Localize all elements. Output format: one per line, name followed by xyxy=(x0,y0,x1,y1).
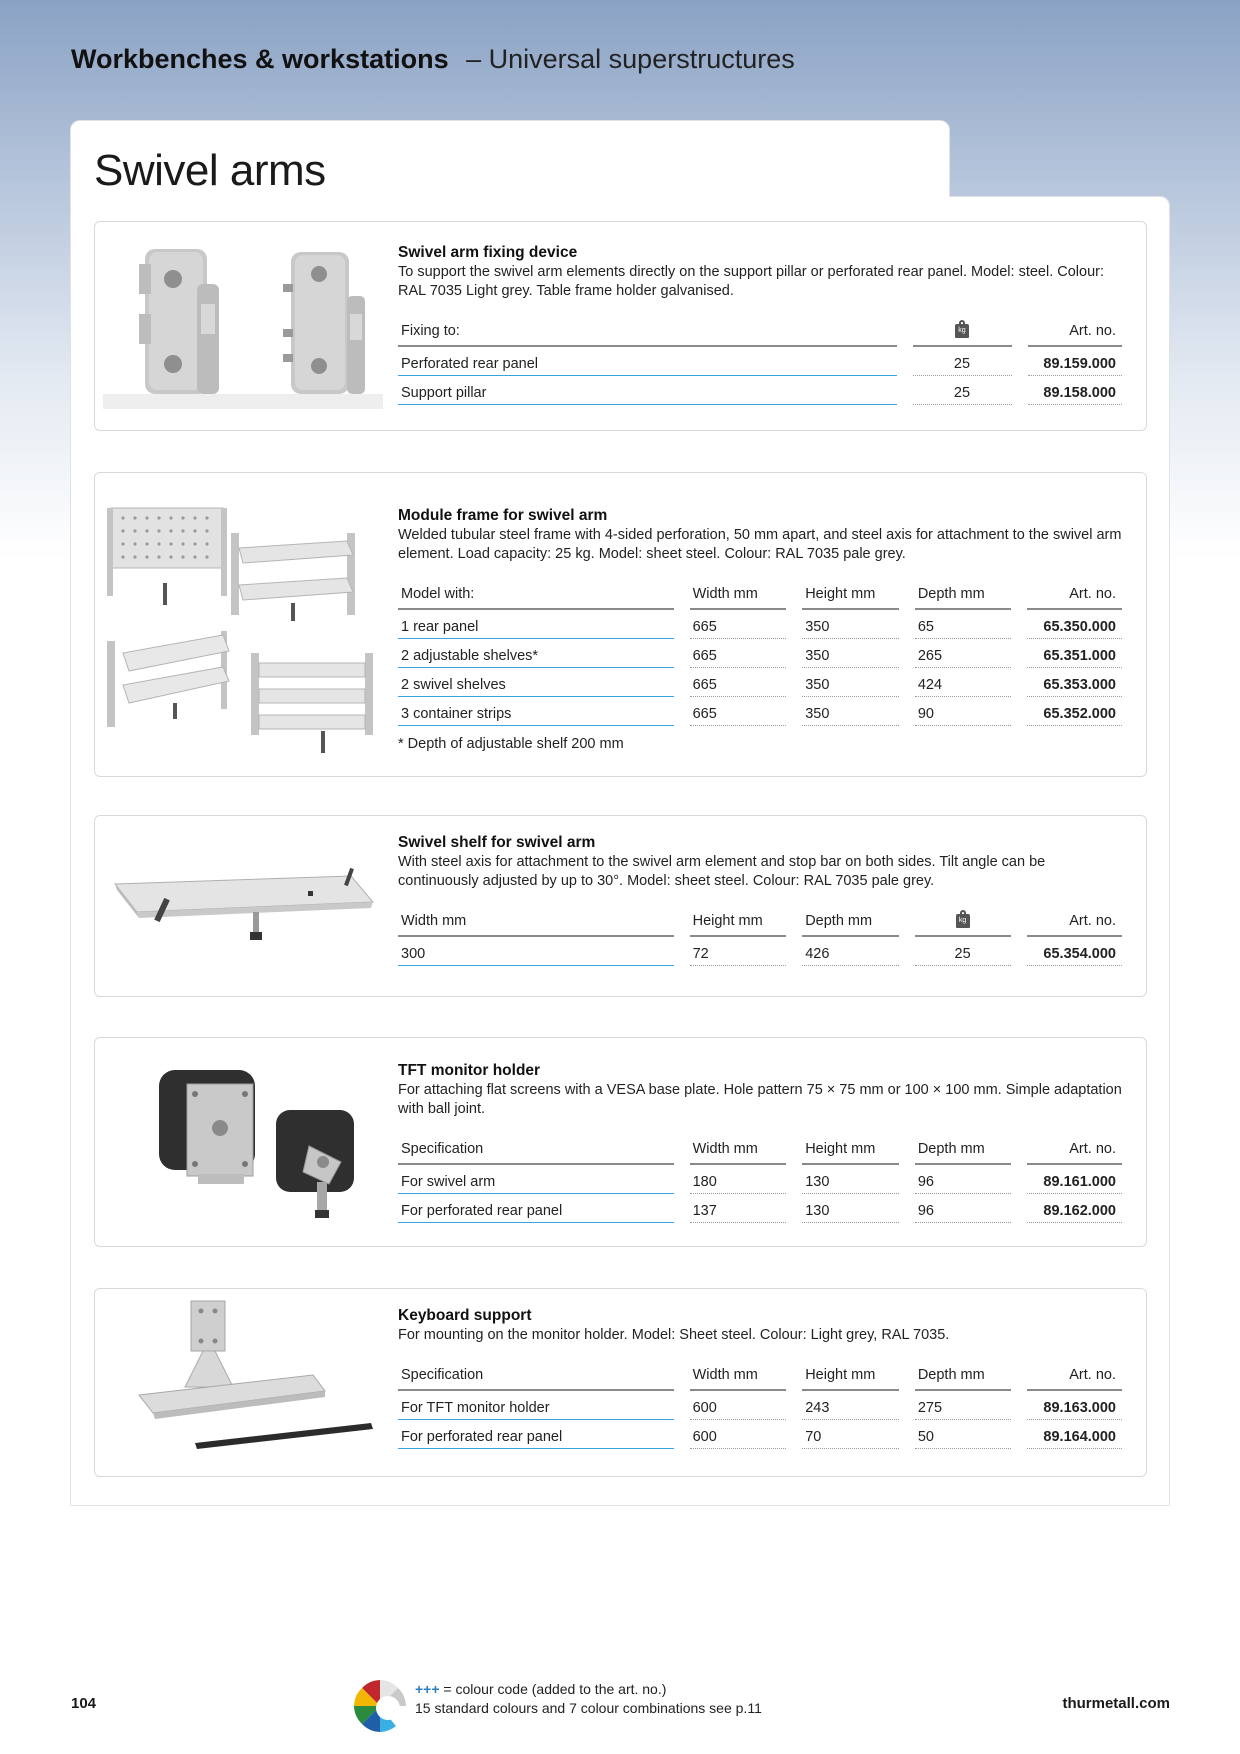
col-header-height: Height mm xyxy=(802,1137,899,1165)
col-header-height: Height mm xyxy=(802,582,899,610)
col-header-fixing: Fixing to: xyxy=(398,319,897,347)
colour-code-legend-text xyxy=(415,1680,762,1718)
cell-specification: For perforated rear panel xyxy=(398,1194,674,1223)
cell-model: 3 container strips xyxy=(398,697,674,726)
col-header-art-no: Art. no. xyxy=(1027,1137,1122,1165)
weight-icon: kg xyxy=(955,324,969,338)
product-description: For attaching flat screens with a VESA base plate. Hole pattern 75 × 75 mm or 100 × 100 mm. Simple adaptation with ball joint. xyxy=(398,1082,1122,1117)
product-description: Welded tubular steel frame with 4-sided perforation, 50 mm apart, and steel axis for attachment to the swivel arm element. Load capacity: 25 kg. Model: sheet steel. Colour: RAL 7035 pale grey. xyxy=(398,527,1122,562)
cell-weight: 25 xyxy=(913,347,1012,376)
table-row xyxy=(398,639,1122,668)
col-header-depth: Depth mm xyxy=(915,1363,1012,1391)
col-header-specification: Specification xyxy=(398,1363,674,1391)
cell-width: 600 xyxy=(690,1391,787,1420)
cell-art-no: 89.158.000 xyxy=(1028,376,1122,405)
product-card-module-frame xyxy=(94,472,1147,777)
cell-height: 350 xyxy=(802,668,899,697)
cell-depth: 275 xyxy=(915,1391,1012,1420)
table-header-row xyxy=(398,1363,1122,1391)
col-header-width: Width mm xyxy=(690,1137,787,1165)
cell-art-no: 89.161.000 xyxy=(1027,1165,1122,1194)
col-header-height: Height mm xyxy=(690,909,787,937)
product-title: Keyboard support xyxy=(398,1307,532,1324)
col-header-specification: Specification xyxy=(398,1137,674,1165)
cell-height: 243 xyxy=(802,1391,899,1420)
cell-depth: 265 xyxy=(915,639,1012,668)
spec-table-fixing-device xyxy=(398,319,1122,405)
footnote: * Depth of adjustable shelf 200 mm xyxy=(398,736,624,752)
colour-wheel-icon xyxy=(352,1678,408,1734)
cell-art-no: 89.159.000 xyxy=(1028,347,1122,376)
cell-height: 350 xyxy=(802,697,899,726)
col-header-model: Model with: xyxy=(398,582,674,610)
cell-width: 665 xyxy=(690,610,787,639)
colour-code-legend xyxy=(352,1678,762,1739)
table-row xyxy=(398,668,1122,697)
product-card-keyboard-support xyxy=(94,1288,1147,1477)
cell-depth: 50 xyxy=(915,1420,1012,1449)
cell-art-no: 89.162.000 xyxy=(1027,1194,1122,1223)
cell-fixing: Perforated rear panel xyxy=(398,347,897,376)
cell-height: 350 xyxy=(802,610,899,639)
cell-weight: 25 xyxy=(913,376,1012,405)
table-row xyxy=(398,697,1122,726)
cell-model: 1 rear panel xyxy=(398,610,674,639)
cell-art-no: 89.164.000 xyxy=(1027,1420,1122,1449)
cell-art-no: 65.352.000 xyxy=(1027,697,1122,726)
cell-model: 2 adjustable shelves* xyxy=(398,639,674,668)
cell-specification: For TFT monitor holder xyxy=(398,1391,674,1420)
table-row xyxy=(398,610,1122,639)
cell-model: 2 swivel shelves xyxy=(398,668,674,697)
product-title: Module frame for swivel arm xyxy=(398,507,608,524)
page-header xyxy=(71,44,795,75)
cell-width: 665 xyxy=(690,668,787,697)
spec-table-tft-holder xyxy=(398,1137,1122,1223)
cell-width: 665 xyxy=(690,697,787,726)
product-content-fixing-device xyxy=(398,243,1122,405)
table-row xyxy=(398,937,1122,966)
product-content-keyboard-support xyxy=(398,1306,1122,1449)
col-header-weight xyxy=(915,909,1012,937)
col-header-width: Width mm xyxy=(398,909,674,937)
cell-height: 70 xyxy=(802,1420,899,1449)
col-header-depth: Depth mm xyxy=(915,582,1012,610)
page-number: 104 xyxy=(71,1695,97,1712)
col-header-weight xyxy=(913,319,1012,347)
cell-specification: For swivel arm xyxy=(398,1165,674,1194)
cell-fixing: Support pillar xyxy=(398,376,897,405)
col-header-depth: Depth mm xyxy=(915,1137,1012,1165)
product-description: To support the swivel arm elements directly on the support pillar or perforated rear panel. Model: steel. Colour: RAL 7035 Light grey. Table frame holder galvanised. xyxy=(398,264,1105,299)
product-image-fixing-device xyxy=(103,244,383,409)
cell-depth: 96 xyxy=(915,1194,1012,1223)
product-card-fixing-device xyxy=(94,221,1147,431)
col-header-width: Width mm xyxy=(690,1363,787,1391)
cell-width: 300 xyxy=(398,937,674,966)
table-row xyxy=(398,376,1122,405)
colour-code-line-1: = colour code (added to the art. no.) xyxy=(439,1681,667,1697)
cell-art-no: 65.354.000 xyxy=(1027,937,1122,966)
cell-depth: 96 xyxy=(915,1165,1012,1194)
product-card-swivel-shelf xyxy=(94,815,1147,997)
cell-height: 130 xyxy=(802,1165,899,1194)
product-image-module-frame xyxy=(103,503,383,763)
product-image-swivel-shelf xyxy=(103,866,383,966)
product-description: For mounting on the monitor holder. Model: Sheet steel. Colour: Light grey, RAL 7035. xyxy=(398,1327,950,1343)
cell-depth: 424 xyxy=(915,668,1012,697)
cell-height: 350 xyxy=(802,639,899,668)
table-header-row xyxy=(398,909,1122,937)
product-title: TFT monitor holder xyxy=(398,1062,541,1079)
cell-art-no: 65.353.000 xyxy=(1027,668,1122,697)
website-link[interactable]: thurmetall.com xyxy=(1062,1695,1170,1712)
cell-art-no: 65.350.000 xyxy=(1027,610,1122,639)
table-row xyxy=(398,1420,1122,1449)
spec-table-keyboard-support xyxy=(398,1363,1122,1449)
table-header-row xyxy=(398,319,1122,347)
col-header-art-no: Art. no. xyxy=(1027,582,1122,610)
product-description: With steel axis for attachment to the swivel arm element and stop bar on both sides. Tilt angle can be continuously adjusted by up to 30°. Model: sheet steel. Colour: RAL 7035 pale grey. xyxy=(398,854,1046,889)
cell-art-no: 89.163.000 xyxy=(1027,1391,1122,1420)
col-header-depth: Depth mm xyxy=(802,909,899,937)
page-header-main: Workbenches & workstations xyxy=(71,44,449,74)
weight-icon: kg xyxy=(956,914,970,928)
table-header-row xyxy=(398,582,1122,610)
product-content-module-frame xyxy=(398,506,1122,752)
table-row xyxy=(398,1165,1122,1194)
cell-width: 600 xyxy=(690,1420,787,1449)
colour-code-line-2: 15 standard colours and 7 colour combinations see p.11 xyxy=(415,1700,762,1716)
table-row xyxy=(398,347,1122,376)
product-image-tft-holder xyxy=(103,1066,383,1231)
product-content-tft-holder xyxy=(398,1061,1122,1223)
cell-specification: For perforated rear panel xyxy=(398,1420,674,1449)
cell-height: 72 xyxy=(690,937,787,966)
product-title: Swivel shelf for swivel arm xyxy=(398,834,596,851)
product-image-keyboard-support xyxy=(103,1297,383,1462)
col-header-art-no: Art. no. xyxy=(1027,1363,1122,1391)
section-title: Swivel arms xyxy=(94,146,326,195)
cell-weight: 25 xyxy=(915,937,1012,966)
cell-width: 180 xyxy=(690,1165,787,1194)
table-row xyxy=(398,1194,1122,1223)
product-content-swivel-shelf xyxy=(398,833,1122,966)
col-header-height: Height mm xyxy=(802,1363,899,1391)
page-header-sub: – Universal superstructures xyxy=(466,44,795,74)
cell-depth: 65 xyxy=(915,610,1012,639)
spec-table-module-frame xyxy=(398,582,1122,726)
product-title: Swivel arm fixing device xyxy=(398,244,578,261)
col-header-width: Width mm xyxy=(690,582,787,610)
spec-table-swivel-shelf xyxy=(398,909,1122,966)
col-header-art-no: Art. no. xyxy=(1027,909,1122,937)
cell-depth: 90 xyxy=(915,697,1012,726)
product-card-tft-holder xyxy=(94,1037,1147,1247)
cell-depth: 426 xyxy=(802,937,899,966)
cell-width: 665 xyxy=(690,639,787,668)
table-row xyxy=(398,1391,1122,1420)
table-header-row xyxy=(398,1137,1122,1165)
cell-height: 130 xyxy=(802,1194,899,1223)
col-header-art-no: Art. no. xyxy=(1028,319,1122,347)
cell-art-no: 65.351.000 xyxy=(1027,639,1122,668)
colour-code-plus-signs: +++ xyxy=(415,1681,440,1697)
cell-width: 137 xyxy=(690,1194,787,1223)
